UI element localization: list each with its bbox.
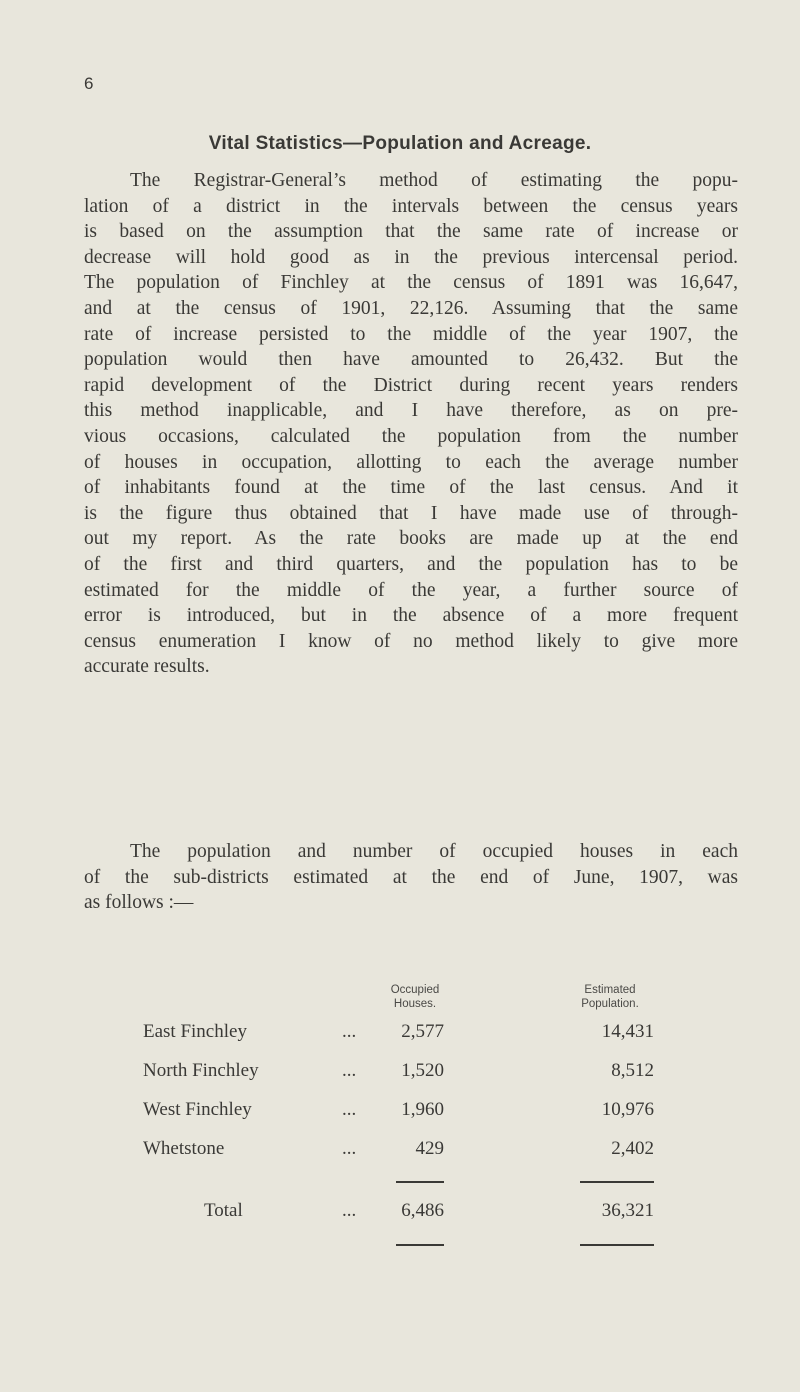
paragraph-line: as follows :— [84,892,194,914]
paragraph-line: of the first and third quarters, and the population has to be [84,553,738,575]
table-row-dots: ... [342,1099,357,1120]
sum-rule-population [580,1181,654,1183]
table-row-dots: ... [342,1060,357,1081]
header-line: Occupied [390,984,440,996]
table-row-population: 10,976 [601,1099,654,1120]
table-row-district: Whetstone [143,1138,225,1159]
table-row-dots: ... [342,1138,357,1159]
paragraph-line: error is introduced, but in the absence of a more frequent [84,605,738,627]
paragraph-line: out my report. As the rate books are made up at the end [84,528,738,550]
total-population: 36,321 [601,1200,654,1221]
sum-rule-houses [396,1181,444,1183]
paragraph-line: The population and number of occupied houses in each [130,841,738,862]
paragraph-line: is based on the assumption that the same rate of increase or [84,221,738,243]
paragraph-line: lation of a district in the intervals between the census years [84,195,738,217]
table-row-population: 14,431 [601,1021,654,1042]
paragraph-line: rate of increase persisted to the middle of the year 1907, the [84,323,738,345]
table-row-population: 2,402 [611,1138,654,1159]
table-row-district: North Finchley [143,1060,259,1081]
header-line: Population. [581,998,639,1010]
paragraph-line: of houses in occupation, allotting to each the average number [84,451,738,473]
table-row-houses: 1,520 [401,1060,444,1081]
total-label: Total [204,1200,243,1221]
paragraph-line: decrease will hold good as in the previous intercensal period. [84,246,738,268]
paragraph-line: vious occasions, calculated the population from the number [84,425,738,447]
total-rule-houses [396,1244,444,1246]
paragraph-line: of the sub-districts estimated at the end of June, 1907, was [84,866,738,888]
paragraph-line: census enumeration I know of no method likely to give more [84,630,738,652]
paragraph-line: population would then have amounted to 26,432. But the [84,349,738,371]
total-houses: 6,486 [401,1200,444,1221]
paragraph-line: this method inapplicable, and I have therefore, as on pre- [84,400,738,422]
table-row-dots: ... [342,1021,357,1042]
paragraph-line: and at the census of 1901, 22,126. Assuming that the same [84,297,738,319]
paragraph-line: The Registrar-General’s method of estimating the popu- [130,170,738,191]
total-dots: ... [342,1200,357,1221]
page-number: 6 [84,74,94,93]
table-row-population: 8,512 [611,1060,654,1081]
header-line: Estimated [584,984,636,996]
table-row-houses: 1,960 [401,1099,444,1120]
paragraph-line: estimated for the middle of the year, a further source of [84,579,738,601]
header-occupied-houses [360,983,470,1011]
paragraph-line: of inhabitants found at the time of the last census. And it [84,477,738,499]
table-row-district: West Finchley [143,1099,252,1120]
paragraph-line: is the figure thus obtained that I have made use of through- [84,502,738,524]
table-row-houses: 2,577 [401,1021,444,1042]
paragraph-line: rapid development of the District during recent years renders [84,374,738,396]
page-title: Vital Statistics—Population and Acreage. [208,133,592,154]
header-line: Houses. [393,998,437,1010]
table-row-houses: 429 [415,1138,444,1159]
table-row-district: East Finchley [143,1021,247,1042]
paragraph-line: accurate results. [84,656,210,678]
total-rule-population [580,1244,654,1246]
header-estimated-population [550,983,670,1011]
paragraph-line: The population of Finchley at the census of 1891 was 16,647, [84,272,738,294]
